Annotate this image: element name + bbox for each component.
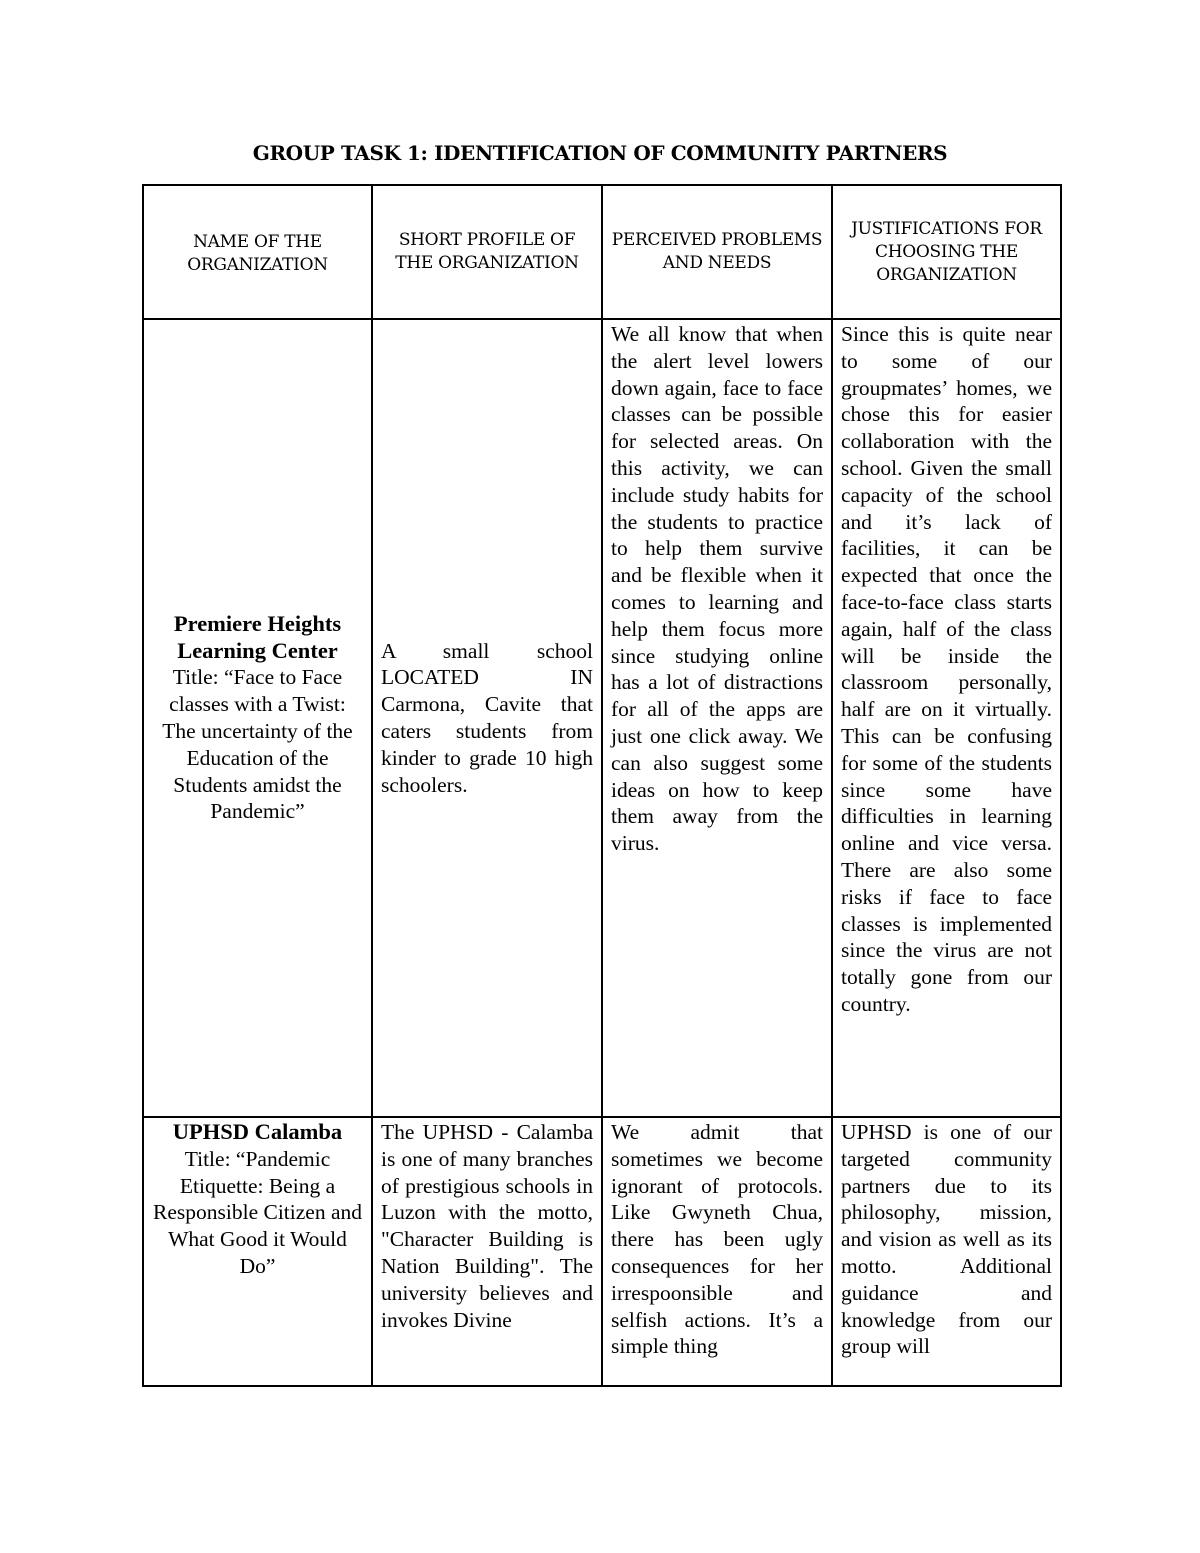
community-partners-table bbox=[142, 184, 1062, 1387]
problems-cell bbox=[602, 319, 832, 1117]
profile-cell bbox=[372, 1117, 602, 1386]
problems-cell bbox=[602, 1117, 832, 1386]
justification-cell bbox=[832, 319, 1061, 1117]
perceived-problems: We admit that sometimes we become ignorant of protocols. Like Gwyneth Chua, there has been ugly consequences for her irrespoonsible and selfish actions. It’s a simple thing bbox=[611, 1120, 823, 1359]
justification-text: UPHSD is one of our targeted community partners due to its philosophy, mission, and vision as well as its motto. Additional guidance and knowledge from our group will bbox=[841, 1120, 1052, 1359]
document-title: GROUP TASK 1: IDENTIFICATION OF COMMUNITY PARTNERS bbox=[252, 141, 948, 165]
organization-title: Title: “Face to Face classes with a Twist: The uncertainty of the Education of the Students amidst the Pandemic” bbox=[162, 665, 353, 824]
table-row bbox=[143, 1117, 1061, 1386]
organization-profile: A small school LOCATED IN Carmona, Cavite that caters students from kinder to grade 10 high schoolers. bbox=[381, 638, 593, 797]
organization-name: UPHSD Calamba bbox=[172, 1119, 343, 1144]
profile-cell bbox=[372, 319, 602, 1117]
header-justifications: JUSTIFICATIONS FOR CHOOSING THE ORGANIZATION bbox=[832, 185, 1061, 319]
organization-name: Premiere Heights Learning Center bbox=[173, 610, 342, 663]
justification-text: Since this is quite near to some of our groupmates’ homes, we chose this for easier collaboration with the school. Given the small capacity of the school and it’s lack of facilities, it can be expected that once the face-to-face class starts again, half of the class will be inside the classroom personally, half are on it virtually. This can be confusing for some of the students since some have difficulties in learning online and vice versa. There are also some risks if face to face classes is implemented since the virus are not totally gone from our country. bbox=[841, 322, 1052, 1016]
header-organization-name: NAME OF THE ORGANIZATION bbox=[143, 185, 372, 319]
table-header-row bbox=[143, 185, 1061, 319]
table-row bbox=[143, 319, 1061, 1117]
perceived-problems: We all know that when the alert level lowers down again, face to face classes can be possible for selected areas. On this activity, we can include study habits for the students to practice to help them survive and be flexible when it comes to learning and help them focus more since studying online has a lot of distractions for all of the apps are just one click away. We can also suggest some ideas on how to keep them away from the virus. bbox=[611, 322, 823, 856]
organization-title: Title: “Pandemic Etiquette: Being a Responsible Citizen and What Good it Would Do” bbox=[153, 1146, 362, 1278]
organization-cell bbox=[143, 1117, 372, 1386]
organization-cell bbox=[143, 319, 372, 1117]
justification-cell bbox=[832, 1117, 1061, 1386]
header-perceived-problems: PERCEIVED PROBLEMS AND NEEDS bbox=[602, 185, 832, 319]
header-short-profile: SHORT PROFILE OF THE ORGANIZATION bbox=[372, 185, 602, 319]
organization-profile: The UPHSD - Calamba is one of many branches of prestigious schools in Luzon with the motto, "Character Building is Nation Building". The university believes and invokes Divine bbox=[381, 1120, 593, 1332]
